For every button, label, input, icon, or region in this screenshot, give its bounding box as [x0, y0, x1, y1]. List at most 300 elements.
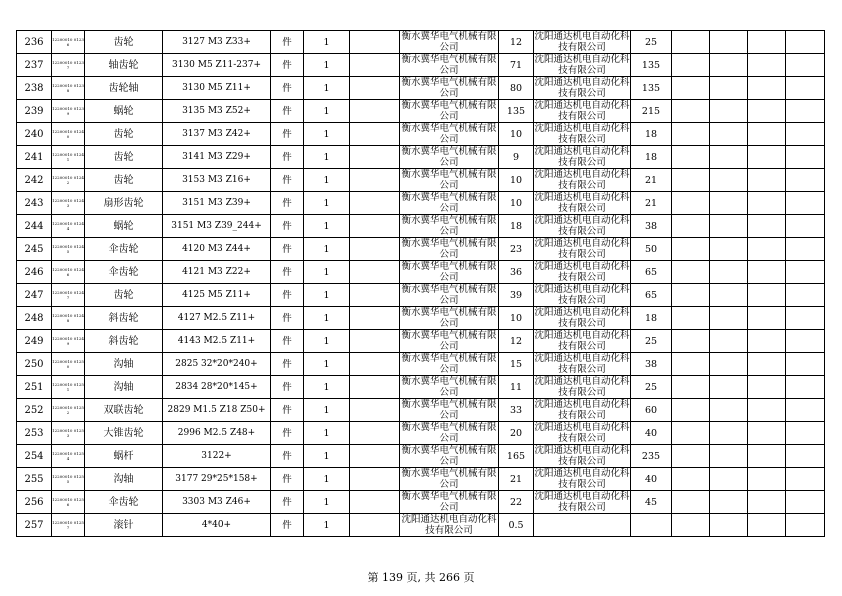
blank-cell	[672, 54, 710, 77]
blank-cell	[350, 123, 400, 146]
part-name: 蜗杆	[85, 445, 163, 468]
supplier-1: 衡水冀华电气机械有限公司	[401, 353, 497, 375]
supplier-1: 衡水冀华电气机械有限公司	[401, 192, 497, 214]
price-1: 22	[499, 491, 534, 514]
parts-table-sheet	[16, 30, 824, 537]
supplier-2: 沈阳通达机电自动化科技有限公司	[534, 284, 630, 306]
supplier-1: 衡水冀华电气机械有限公司	[401, 54, 497, 76]
unit: 件	[271, 54, 304, 77]
table-row	[17, 31, 825, 54]
unit: 件	[271, 100, 304, 123]
blank-cell	[786, 100, 825, 123]
blank-cell	[748, 261, 786, 284]
part-name: 蜗轮	[85, 100, 163, 123]
material-code: 12200010 01237	[52, 54, 85, 77]
material-code: 12200010 01238	[52, 77, 85, 100]
blank-cell	[350, 376, 400, 399]
supplier-2: 沈阳通达机电自动化科技有限公司	[534, 261, 630, 283]
unit: 件	[271, 123, 304, 146]
quantity: 1	[304, 54, 350, 77]
material-code: 12200010 01239	[52, 100, 85, 123]
blank-cell	[748, 353, 786, 376]
blank-cell	[350, 261, 400, 284]
unit: 件	[271, 376, 304, 399]
blank-cell	[672, 399, 710, 422]
part-name: 沟轴	[85, 376, 163, 399]
blank-cell	[350, 192, 400, 215]
supplier-2	[534, 514, 631, 537]
price-1: 0.5	[499, 514, 534, 537]
price-2: 18	[631, 123, 672, 146]
blank-cell	[350, 31, 400, 54]
unit: 件	[271, 445, 304, 468]
table-row	[17, 491, 825, 514]
supplier-2: 沈阳通达机电自动化科技有限公司	[534, 123, 630, 145]
material-code: 12200010 01250	[52, 353, 85, 376]
material-code: 12200010 01243	[52, 192, 85, 215]
blank-cell	[672, 31, 710, 54]
row-number: 255	[17, 468, 52, 491]
quantity: 1	[304, 376, 350, 399]
price-1: 71	[499, 54, 534, 77]
blank-cell	[786, 330, 825, 353]
part-spec: 3130 M5 Z11+	[163, 77, 271, 100]
price-1: 9	[499, 146, 534, 169]
quantity: 1	[304, 399, 350, 422]
row-number: 240	[17, 123, 52, 146]
blank-cell	[350, 514, 400, 537]
blank-cell	[350, 238, 400, 261]
supplier-2: 沈阳通达机电自动化科技有限公司	[534, 54, 630, 76]
price-1: 10	[499, 169, 534, 192]
row-number: 251	[17, 376, 52, 399]
blank-cell	[350, 330, 400, 353]
price-1: 21	[499, 468, 534, 491]
table-row	[17, 100, 825, 123]
page-footer: 第 139 页, 共 266 页	[367, 571, 475, 584]
blank-cell	[672, 491, 710, 514]
blank-cell	[672, 307, 710, 330]
blank-cell	[350, 169, 400, 192]
price-1: 10	[499, 307, 534, 330]
blank-cell	[786, 353, 825, 376]
price-2: 25	[631, 376, 672, 399]
blank-cell	[710, 491, 748, 514]
blank-cell	[710, 77, 748, 100]
quantity: 1	[304, 491, 350, 514]
price-2: 50	[631, 238, 672, 261]
price-2: 60	[631, 399, 672, 422]
unit: 件	[271, 169, 304, 192]
part-spec: 3127 M3 Z33+	[163, 31, 271, 54]
unit: 件	[271, 238, 304, 261]
blank-cell	[350, 54, 400, 77]
blank-cell	[786, 261, 825, 284]
table-row	[17, 261, 825, 284]
row-number: 243	[17, 192, 52, 215]
part-name: 伞齿轮	[85, 491, 163, 514]
material-code: 12200010 01246	[52, 261, 85, 284]
supplier-1: 衡水冀华电气机械有限公司	[401, 422, 497, 444]
quantity: 1	[304, 422, 350, 445]
blank-cell	[710, 307, 748, 330]
row-number: 239	[17, 100, 52, 123]
blank-cell	[672, 514, 710, 537]
table-row	[17, 330, 825, 353]
blank-cell	[748, 422, 786, 445]
quantity: 1	[304, 123, 350, 146]
table-row	[17, 468, 825, 491]
material-code: 12200010 01253	[52, 422, 85, 445]
part-name: 齿轮	[85, 146, 163, 169]
blank-cell	[748, 491, 786, 514]
row-number: 253	[17, 422, 52, 445]
blank-cell	[672, 261, 710, 284]
unit: 件	[271, 146, 304, 169]
supplier-1: 衡水冀华电气机械有限公司	[401, 215, 497, 237]
price-1: 12	[499, 31, 534, 54]
part-spec: 3153 M3 Z16+	[163, 169, 271, 192]
price-1: 135	[499, 100, 534, 123]
table-row	[17, 169, 825, 192]
part-name: 蜗轮	[85, 215, 163, 238]
price-1: 18	[499, 215, 534, 238]
supplier-1: 衡水冀华电气机械有限公司	[401, 491, 497, 513]
material-code: 12200010 01254	[52, 445, 85, 468]
blank-cell	[710, 215, 748, 238]
row-number: 245	[17, 238, 52, 261]
supplier-1: 衡水冀华电气机械有限公司	[401, 468, 497, 490]
quantity: 1	[304, 146, 350, 169]
quantity: 1	[304, 284, 350, 307]
table-row	[17, 146, 825, 169]
part-spec: 4125 M5 Z11+	[163, 284, 271, 307]
unit: 件	[271, 422, 304, 445]
part-name: 沟轴	[85, 468, 163, 491]
material-code: 12200010 01240	[52, 123, 85, 146]
price-1: 15	[499, 353, 534, 376]
blank-cell	[710, 468, 748, 491]
price-2: 25	[631, 31, 672, 54]
blank-cell	[710, 54, 748, 77]
table-row	[17, 54, 825, 77]
blank-cell	[786, 54, 825, 77]
quantity: 1	[304, 468, 350, 491]
quantity: 1	[304, 445, 350, 468]
blank-cell	[748, 514, 786, 537]
blank-cell	[786, 284, 825, 307]
price-2: 18	[631, 307, 672, 330]
row-number: 244	[17, 215, 52, 238]
row-number: 247	[17, 284, 52, 307]
supplier-2: 沈阳通达机电自动化科技有限公司	[534, 353, 630, 375]
blank-cell	[350, 100, 400, 123]
blank-cell	[786, 192, 825, 215]
price-1: 23	[499, 238, 534, 261]
part-name: 双联齿轮	[85, 399, 163, 422]
blank-cell	[786, 123, 825, 146]
blank-cell	[786, 514, 825, 537]
blank-cell	[672, 192, 710, 215]
part-name: 扇形齿轮	[85, 192, 163, 215]
blank-cell	[786, 445, 825, 468]
part-spec: 3130 M5 Z11-237+	[163, 54, 271, 77]
price-1: 10	[499, 123, 534, 146]
blank-cell	[748, 445, 786, 468]
supplier-2: 沈阳通达机电自动化科技有限公司	[534, 330, 630, 352]
blank-cell	[748, 54, 786, 77]
price-2: 45	[631, 491, 672, 514]
supplier-2: 沈阳通达机电自动化科技有限公司	[534, 100, 630, 122]
price-2	[631, 514, 672, 537]
blank-cell	[748, 307, 786, 330]
supplier-2: 沈阳通达机电自动化科技有限公司	[534, 307, 630, 329]
material-code: 12200010 01242	[52, 169, 85, 192]
unit: 件	[271, 353, 304, 376]
material-code: 12200010 01251	[52, 376, 85, 399]
price-1: 80	[499, 77, 534, 100]
supplier-2: 沈阳通达机电自动化科技有限公司	[534, 238, 630, 260]
supplier-2: 沈阳通达机电自动化科技有限公司	[534, 399, 630, 421]
row-number: 249	[17, 330, 52, 353]
quantity: 1	[304, 100, 350, 123]
part-name: 伞齿轮	[85, 261, 163, 284]
table-row	[17, 422, 825, 445]
supplier-2: 沈阳通达机电自动化科技有限公司	[534, 491, 630, 513]
table-row	[17, 77, 825, 100]
supplier-2: 沈阳通达机电自动化科技有限公司	[534, 445, 630, 467]
material-code: 12200010 01248	[52, 307, 85, 330]
blank-cell	[748, 77, 786, 100]
blank-cell	[748, 330, 786, 353]
blank-cell	[710, 123, 748, 146]
unit: 件	[271, 399, 304, 422]
blank-cell	[710, 422, 748, 445]
blank-cell	[786, 31, 825, 54]
row-number: 236	[17, 31, 52, 54]
table-row	[17, 445, 825, 468]
unit: 件	[271, 491, 304, 514]
supplier-1: 衡水冀华电气机械有限公司	[401, 100, 497, 122]
price-1: 33	[499, 399, 534, 422]
blank-cell	[710, 353, 748, 376]
blank-cell	[748, 169, 786, 192]
price-2: 40	[631, 468, 672, 491]
part-spec: 2834 28*20*145+	[163, 376, 271, 399]
blank-cell	[786, 468, 825, 491]
blank-cell	[748, 284, 786, 307]
price-1: 10	[499, 192, 534, 215]
part-spec: 3303 M3 Z46+	[163, 491, 271, 514]
part-spec: 4120 M3 Z44+	[163, 238, 271, 261]
supplier-1: 衡水冀华电气机械有限公司	[401, 376, 497, 398]
price-1: 20	[499, 422, 534, 445]
supplier-1: 沈阳通达机电自动化科技有限公司	[401, 514, 497, 536]
price-1: 36	[499, 261, 534, 284]
supplier-2: 沈阳通达机电自动化科技有限公司	[534, 215, 630, 237]
table-row	[17, 353, 825, 376]
price-2: 25	[631, 330, 672, 353]
part-name: 大锥齿轮	[85, 422, 163, 445]
material-code: 12200010 01249	[52, 330, 85, 353]
unit: 件	[271, 192, 304, 215]
price-2: 135	[631, 77, 672, 100]
part-name: 斜齿轮	[85, 330, 163, 353]
blank-cell	[748, 468, 786, 491]
supplier-1: 衡水冀华电气机械有限公司	[401, 307, 497, 329]
row-number: 241	[17, 146, 52, 169]
table-row	[17, 399, 825, 422]
table-row	[17, 238, 825, 261]
part-spec: 3137 M3 Z42+	[163, 123, 271, 146]
quantity: 1	[304, 330, 350, 353]
quantity: 1	[304, 307, 350, 330]
part-name: 齿轮	[85, 31, 163, 54]
blank-cell	[710, 31, 748, 54]
part-spec: 2825 32*20*240+	[163, 353, 271, 376]
blank-cell	[672, 215, 710, 238]
supplier-2: 沈阳通达机电自动化科技有限公司	[534, 77, 630, 99]
supplier-1: 衡水冀华电气机械有限公司	[401, 31, 497, 53]
quantity: 1	[304, 261, 350, 284]
row-number: 238	[17, 77, 52, 100]
price-2: 21	[631, 169, 672, 192]
blank-cell	[672, 376, 710, 399]
blank-cell	[748, 376, 786, 399]
blank-cell	[350, 353, 400, 376]
quantity: 1	[304, 77, 350, 100]
part-spec: 2829 M1.5 Z18 Z50+	[163, 399, 271, 422]
quantity: 1	[304, 31, 350, 54]
supplier-1: 衡水冀华电气机械有限公司	[401, 399, 497, 421]
blank-cell	[672, 422, 710, 445]
part-spec: 2996 M2.5 Z48+	[163, 422, 271, 445]
row-number: 250	[17, 353, 52, 376]
table-row	[17, 215, 825, 238]
blank-cell	[710, 169, 748, 192]
price-2: 65	[631, 261, 672, 284]
blank-cell	[350, 468, 400, 491]
supplier-2: 沈阳通达机电自动化科技有限公司	[534, 468, 630, 490]
blank-cell	[350, 77, 400, 100]
price-2: 215	[631, 100, 672, 123]
material-code: 12200010 01247	[52, 284, 85, 307]
unit: 件	[271, 284, 304, 307]
supplier-1: 衡水冀华电气机械有限公司	[401, 445, 497, 467]
supplier-2: 沈阳通达机电自动化科技有限公司	[534, 422, 630, 444]
blank-cell	[786, 169, 825, 192]
supplier-1: 衡水冀华电气机械有限公司	[401, 77, 497, 99]
blank-cell	[786, 376, 825, 399]
blank-cell	[672, 100, 710, 123]
supplier-1: 衡水冀华电气机械有限公司	[401, 169, 497, 191]
part-spec: 4127 M2.5 Z11+	[163, 307, 271, 330]
price-2: 38	[631, 215, 672, 238]
part-name: 齿轮	[85, 123, 163, 146]
supplier-2: 沈阳通达机电自动化科技有限公司	[534, 146, 630, 168]
parts-table	[16, 30, 825, 537]
table-row	[17, 307, 825, 330]
unit: 件	[271, 307, 304, 330]
row-number: 248	[17, 307, 52, 330]
blank-cell	[748, 399, 786, 422]
blank-cell	[786, 146, 825, 169]
blank-cell	[710, 376, 748, 399]
blank-cell	[672, 146, 710, 169]
price-2: 65	[631, 284, 672, 307]
row-number: 246	[17, 261, 52, 284]
blank-cell	[672, 330, 710, 353]
blank-cell	[786, 238, 825, 261]
material-code: 12200010 01256	[52, 491, 85, 514]
row-number: 252	[17, 399, 52, 422]
price-2: 21	[631, 192, 672, 215]
part-name: 滚针	[85, 514, 163, 537]
blank-cell	[672, 123, 710, 146]
blank-cell	[710, 330, 748, 353]
unit: 件	[271, 31, 304, 54]
quantity: 1	[304, 238, 350, 261]
table-row	[17, 284, 825, 307]
price-1: 39	[499, 284, 534, 307]
price-2: 135	[631, 54, 672, 77]
blank-cell	[350, 307, 400, 330]
blank-cell	[350, 445, 400, 468]
quantity: 1	[304, 514, 350, 537]
part-spec: 3122+	[163, 445, 271, 468]
price-1: 165	[499, 445, 534, 468]
supplier-2: 沈阳通达机电自动化科技有限公司	[534, 169, 630, 191]
unit: 件	[271, 514, 304, 537]
blank-cell	[672, 169, 710, 192]
part-name: 伞齿轮	[85, 238, 163, 261]
row-number: 242	[17, 169, 52, 192]
blank-cell	[350, 284, 400, 307]
blank-cell	[350, 422, 400, 445]
blank-cell	[786, 307, 825, 330]
quantity: 1	[304, 353, 350, 376]
row-number: 256	[17, 491, 52, 514]
row-number: 254	[17, 445, 52, 468]
part-spec: 3177 29*25*158+	[163, 468, 271, 491]
price-1: 11	[499, 376, 534, 399]
blank-cell	[748, 192, 786, 215]
blank-cell	[672, 238, 710, 261]
blank-cell	[710, 445, 748, 468]
part-spec: 4121 M3 Z22+	[163, 261, 271, 284]
quantity: 1	[304, 192, 350, 215]
part-spec: 4*40+	[163, 514, 271, 537]
part-name: 轴齿轮	[85, 54, 163, 77]
blank-cell	[710, 514, 748, 537]
table-row	[17, 123, 825, 146]
blank-cell	[672, 353, 710, 376]
blank-cell	[672, 77, 710, 100]
price-2: 38	[631, 353, 672, 376]
quantity: 1	[304, 169, 350, 192]
supplier-2: 沈阳通达机电自动化科技有限公司	[534, 31, 630, 53]
material-code: 12200010 01244	[52, 215, 85, 238]
supplier-1: 衡水冀华电气机械有限公司	[401, 123, 497, 145]
part-spec: 3151 M3 Z39_244+	[163, 215, 271, 238]
blank-cell	[672, 445, 710, 468]
blank-cell	[350, 146, 400, 169]
blank-cell	[672, 468, 710, 491]
unit: 件	[271, 215, 304, 238]
supplier-2: 沈阳通达机电自动化科技有限公司	[534, 376, 630, 398]
blank-cell	[786, 77, 825, 100]
part-name: 斜齿轮	[85, 307, 163, 330]
